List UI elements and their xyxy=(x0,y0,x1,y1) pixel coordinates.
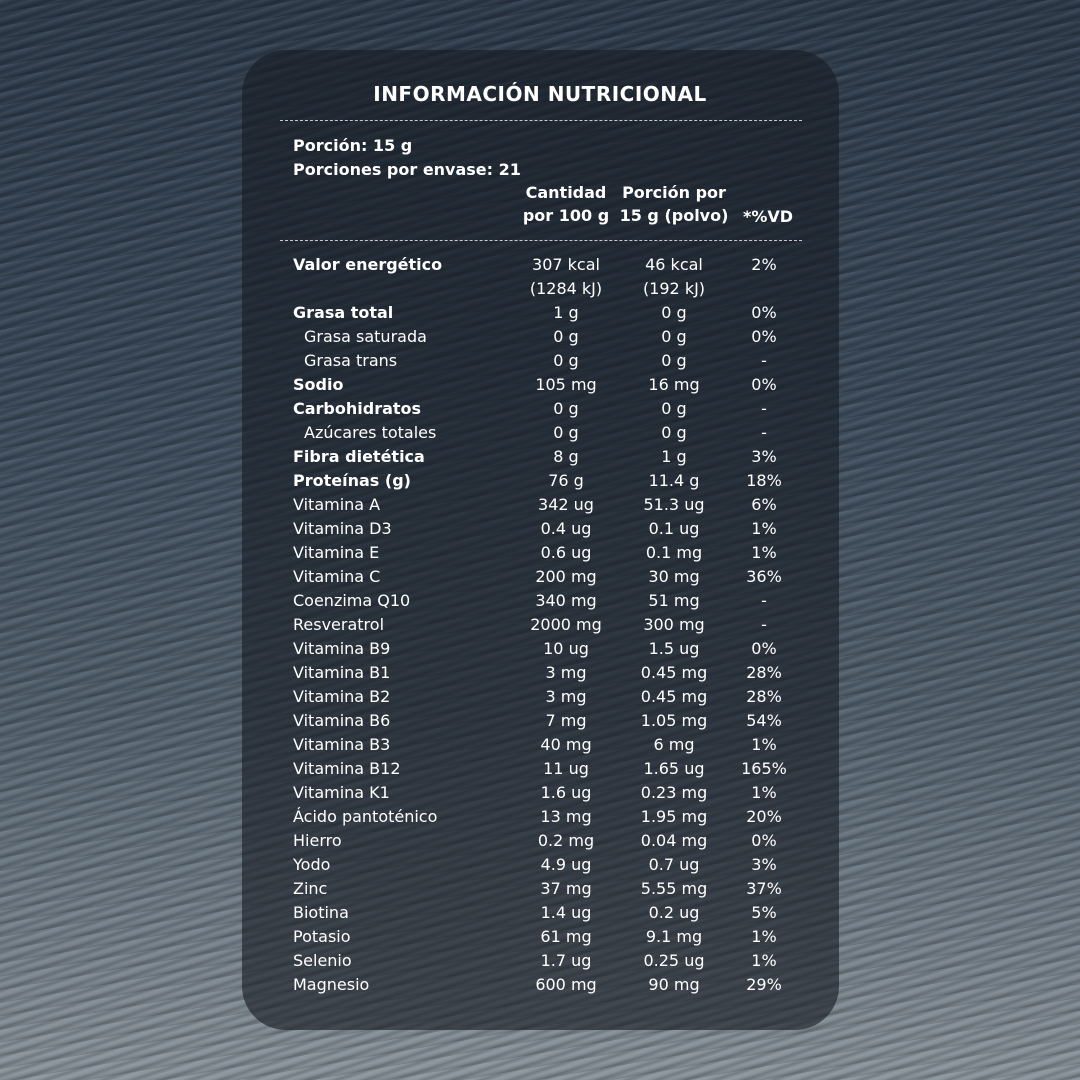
daily-value-percent: 28% xyxy=(746,663,782,682)
daily-value-percent: 3% xyxy=(751,855,777,874)
nutrient-name: Vitamina B9 xyxy=(293,639,391,658)
top-divider xyxy=(280,120,802,121)
nutrient-name: Grasa saturada xyxy=(304,327,427,346)
nutrient-row xyxy=(0,831,1080,855)
nutrient-name: Azúcares totales xyxy=(304,423,437,442)
amount-per-serving: 0.1 ug xyxy=(648,519,700,538)
daily-value-percent: 2% xyxy=(751,255,777,274)
amount-per-100g: 76 g xyxy=(548,471,584,490)
amount-per-serving: 51.3 ug xyxy=(643,495,705,514)
amount-per-serving: 0.2 ug xyxy=(648,903,700,922)
amount-per-serving: 0.45 mg xyxy=(640,687,708,706)
amount-per-serving: 46 kcal (192 kJ) xyxy=(642,255,706,298)
amount-per-100g: 105 mg xyxy=(535,375,597,394)
nutrient-name: Resveratrol xyxy=(293,615,385,634)
amount-per-serving: 0 g xyxy=(661,327,687,346)
daily-value-percent: 3% xyxy=(751,447,777,466)
nutrient-row xyxy=(0,375,1080,399)
amount-per-serving: 0 g xyxy=(661,399,687,418)
amount-per-100g: 307 kcal (1284 kJ) xyxy=(529,255,603,298)
nutrient-row xyxy=(0,447,1080,471)
nutrient-name: Sodio xyxy=(293,375,344,394)
amount-per-100g: 1.6 ug xyxy=(540,783,592,802)
nutrient-name: Zinc xyxy=(293,879,328,898)
nutrient-row xyxy=(0,639,1080,663)
nutrient-name: Vitamina B3 xyxy=(293,735,391,754)
daily-value-percent: 1% xyxy=(751,783,777,802)
nutrient-name: Vitamina E xyxy=(293,543,380,562)
nutrient-name: Selenio xyxy=(293,951,352,970)
nutrient-name: Potasio xyxy=(293,927,351,946)
nutrient-name: Vitamina C xyxy=(293,567,381,586)
daily-value-percent: 1% xyxy=(751,735,777,754)
amount-per-serving: 1.05 mg xyxy=(640,711,708,730)
nutrient-name: Vitamina K1 xyxy=(293,783,390,802)
nutrient-name: Proteínas (g) xyxy=(293,471,411,490)
nutrient-row xyxy=(0,759,1080,783)
nutrient-row xyxy=(0,327,1080,351)
amount-per-100g: 0 g xyxy=(553,423,579,442)
amount-per-serving: 1.95 mg xyxy=(640,807,708,826)
nutrient-row xyxy=(0,855,1080,879)
amount-per-100g: 0.4 ug xyxy=(540,519,592,538)
nutrient-row xyxy=(0,783,1080,807)
nutrient-row xyxy=(0,495,1080,519)
amount-per-100g: 4.9 ug xyxy=(540,855,592,874)
daily-value-percent: - xyxy=(761,423,767,442)
nutrient-row xyxy=(0,423,1080,447)
nutrient-row xyxy=(0,255,1080,303)
nutrient-row xyxy=(0,687,1080,711)
nutrient-name: Biotina xyxy=(293,903,349,922)
amount-per-100g: 0 g xyxy=(553,351,579,370)
amount-per-100g: 342 ug xyxy=(538,495,594,514)
daily-value-percent: 20% xyxy=(746,807,782,826)
nutrient-name: Valor energético xyxy=(293,255,443,274)
nutrient-row xyxy=(0,711,1080,735)
amount-per-100g: 1.4 ug xyxy=(540,903,592,922)
servings-per-container: Porciones por envase: 21 xyxy=(293,160,521,179)
nutrient-row xyxy=(0,471,1080,495)
amount-per-100g: 0 g xyxy=(553,399,579,418)
nutrient-name: Coenzima Q10 xyxy=(293,591,411,610)
amount-per-serving: 0.23 mg xyxy=(640,783,708,802)
nutrient-name: Vitamina B6 xyxy=(293,711,391,730)
amount-per-100g: 200 mg xyxy=(535,567,597,586)
amount-per-100g: 340 mg xyxy=(535,591,597,610)
nutrient-row xyxy=(0,663,1080,687)
amount-per-100g: 11 ug xyxy=(543,759,589,778)
nutrient-row xyxy=(0,543,1080,567)
amount-per-serving: 90 mg xyxy=(648,975,700,994)
amount-per-serving: 16 mg xyxy=(648,375,700,394)
nutrient-name: Grasa trans xyxy=(304,351,398,370)
daily-value-percent: 0% xyxy=(751,327,777,346)
nutrient-name: Hierro xyxy=(293,831,342,850)
amount-per-100g: 1 g xyxy=(553,303,579,322)
amount-per-serving: 0 g xyxy=(661,423,687,442)
daily-value-percent: 54% xyxy=(746,711,782,730)
nutrient-row xyxy=(0,975,1080,999)
nutrient-row xyxy=(0,807,1080,831)
daily-value-percent: 36% xyxy=(746,567,782,586)
nutrient-row xyxy=(0,303,1080,327)
amount-per-serving: 9.1 mg xyxy=(645,927,703,946)
amount-per-serving: 1.65 ug xyxy=(643,759,705,778)
amount-per-100g: 1.7 ug xyxy=(540,951,592,970)
amount-per-serving: 30 mg xyxy=(648,567,700,586)
amount-per-100g: 7 mg xyxy=(545,711,587,730)
nutrient-name: Carbohidratos xyxy=(293,399,422,418)
nutrient-name: Magnesio xyxy=(293,975,370,994)
amount-per-100g: 40 mg xyxy=(540,735,592,754)
daily-value-percent: 29% xyxy=(746,975,782,994)
daily-value-percent: 6% xyxy=(751,495,777,514)
amount-per-100g: 2000 mg xyxy=(530,615,602,634)
daily-value-percent: 1% xyxy=(751,927,777,946)
amount-per-100g: 3 mg xyxy=(545,687,587,706)
amount-per-serving: 0.7 ug xyxy=(648,855,700,874)
header-per-100g: Cantidad por 100 g xyxy=(522,183,610,225)
amount-per-serving: 300 mg xyxy=(643,615,705,634)
nutrient-row xyxy=(0,615,1080,639)
daily-value-percent: 1% xyxy=(751,543,777,562)
amount-per-serving: 51 mg xyxy=(648,591,700,610)
amount-per-100g: 0.6 ug xyxy=(540,543,592,562)
nutrient-row xyxy=(0,399,1080,423)
amount-per-serving: 0 g xyxy=(661,303,687,322)
amount-per-serving: 0.45 mg xyxy=(640,663,708,682)
nutrient-row xyxy=(0,735,1080,759)
daily-value-percent: - xyxy=(761,591,767,610)
nutrient-row xyxy=(0,567,1080,591)
daily-value-percent: 0% xyxy=(751,303,777,322)
nutrient-name: Vitamina A xyxy=(293,495,381,514)
nutrient-name: Grasa total xyxy=(293,303,394,322)
nutrient-name: Ácido pantoténico xyxy=(293,807,438,826)
daily-value-percent: 37% xyxy=(746,879,782,898)
nutrient-row xyxy=(0,519,1080,543)
amount-per-100g: 0 g xyxy=(553,327,579,346)
amount-per-serving: 11.4 g xyxy=(648,471,700,490)
amount-per-100g: 0.2 mg xyxy=(537,831,595,850)
amount-per-serving: 1 g xyxy=(661,447,687,466)
nutrient-row xyxy=(0,591,1080,615)
daily-value-percent: 165% xyxy=(741,759,787,778)
nutrient-table xyxy=(0,255,1080,999)
amount-per-100g: 61 mg xyxy=(540,927,592,946)
nutrient-name: Vitamina B12 xyxy=(293,759,401,778)
daily-value-percent: 1% xyxy=(751,519,777,538)
daily-value-percent: 5% xyxy=(751,903,777,922)
amount-per-100g: 37 mg xyxy=(540,879,592,898)
amount-per-serving: 0 g xyxy=(661,351,687,370)
amount-per-100g: 3 mg xyxy=(545,663,587,682)
nutrient-row xyxy=(0,927,1080,951)
nutrition-title: INFORMACIÓN NUTRICIONAL xyxy=(373,82,707,106)
nutrient-name: Vitamina D3 xyxy=(293,519,392,538)
daily-value-percent: 0% xyxy=(751,639,777,658)
nutrient-name: Vitamina B2 xyxy=(293,687,391,706)
amount-per-100g: 8 g xyxy=(553,447,579,466)
amount-per-serving: 0.04 mg xyxy=(640,831,708,850)
nutrient-row xyxy=(0,351,1080,375)
daily-value-percent: - xyxy=(761,615,767,634)
amount-per-100g: 10 ug xyxy=(543,639,589,658)
nutrient-name: Fibra dietética xyxy=(293,447,425,466)
amount-per-serving: 1.5 ug xyxy=(648,639,700,658)
daily-value-percent: 28% xyxy=(746,687,782,706)
nutrient-name: Vitamina B1 xyxy=(293,663,391,682)
amount-per-serving: 0.25 ug xyxy=(643,951,705,970)
nutrient-row xyxy=(0,951,1080,975)
amount-per-serving: 6 mg xyxy=(653,735,695,754)
daily-value-percent: - xyxy=(761,399,767,418)
nutrient-row xyxy=(0,879,1080,903)
nutrient-row xyxy=(0,903,1080,927)
serving-size: Porción: 15 g xyxy=(293,136,413,155)
header-daily-value: *%VD xyxy=(742,207,794,226)
amount-per-100g: 600 mg xyxy=(535,975,597,994)
daily-value-percent: 0% xyxy=(751,831,777,850)
daily-value-percent: - xyxy=(761,351,767,370)
amount-per-serving: 0.1 mg xyxy=(645,543,703,562)
daily-value-percent: 0% xyxy=(751,375,777,394)
daily-value-percent: 18% xyxy=(746,471,782,490)
header-divider xyxy=(280,240,802,241)
amount-per-100g: 13 mg xyxy=(540,807,592,826)
amount-per-serving: 5.55 mg xyxy=(640,879,708,898)
header-per-serving: Porción por 15 g (polvo) xyxy=(619,183,729,225)
daily-value-percent: 1% xyxy=(751,951,777,970)
nutrient-name: Yodo xyxy=(293,855,331,874)
